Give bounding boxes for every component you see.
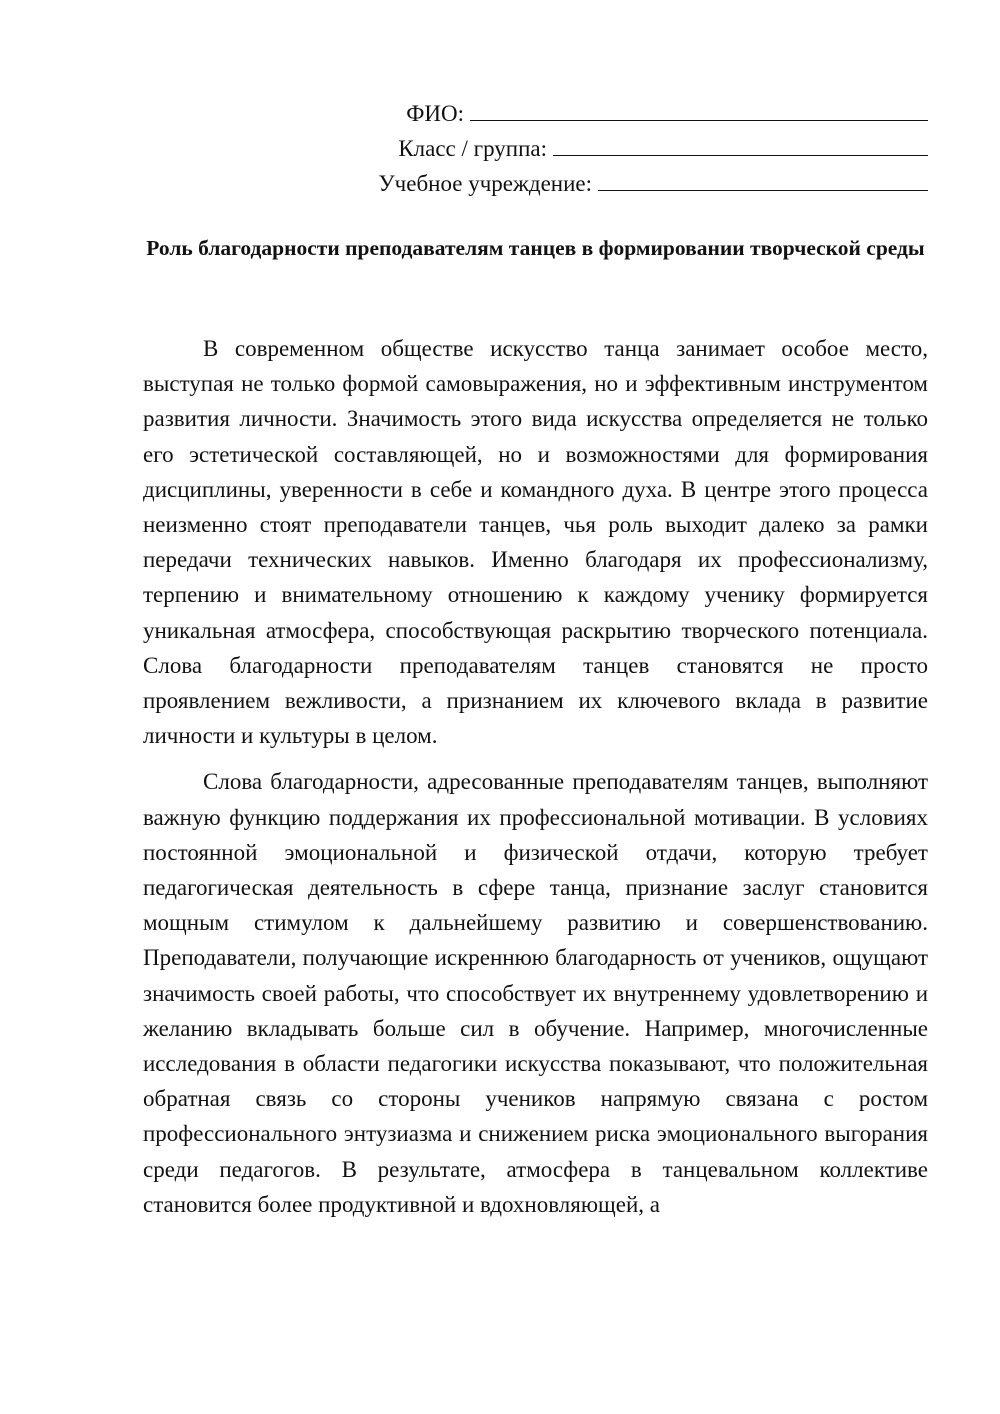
paragraph-1: В современном обществе искусство танца занимает особое место, выступая не только формой самовыражения, но и эффективным инструментом развития личности. Значимость этого вида искусства определяется не только его эстетической составляющей, но и возможностями для формирования дисциплины, уверенности в себе и командного духа. В центре этого процесса неизменно стоят преподаватели танцев, чья роль выходит далеко за рамки передачи технических навыков. Именно благодаря их профессионализму, терпению и внимательному отношению к каждому ученику формируется уникальная атмосфера, способствующая раскрытию творческого потенциала. Слова благодарности преподавателям танцев становятся не просто проявлением вежливости, а признанием их ключевого вклада в развитие личности и культуры в целом.: [143, 336, 928, 749]
fio-field-row: [330, 94, 928, 129]
fio-label: ФИО:: [406, 101, 464, 126]
student-info-fields: [330, 94, 928, 199]
class-label: Класс / группа:: [398, 136, 547, 161]
school-label: Учебное учреждение:: [378, 171, 592, 196]
document-title: Роль благодарности преподавателям танцев в формировании творческой среды: [146, 236, 925, 260]
fio-blank-line[interactable]: [470, 94, 928, 121]
school-blank-line[interactable]: [598, 164, 928, 191]
document-body: [143, 331, 928, 1222]
school-field-row: [330, 164, 928, 199]
class-field-row: [330, 129, 928, 164]
class-blank-line[interactable]: [553, 129, 928, 156]
paragraph-2: Слова благодарности, адресованные преподавателям танцев, выполняют важную функцию поддержания их профессиональной мотивации. В условиях постоянной эмоциональной и физической отдачи, которую требует педагогическая деятельность в сфере танца, признание заслуг становится мощным стимулом к дальнейшему развитию и совершенствованию. Преподаватели, получающие искреннюю благодарность от учеников, ощущают значимость своей работы, что способствует их внутреннему удовлетворению и желанию вкладывать больше сил в обучение. Например, многочисленные исследования в области педагогики искусства показывают, что положительная обратная связь со стороны учеников напрямую связана с ростом профессионального энтузиазма и снижением риска эмоционального выгорания среди педагогов. В результате, атмосфера в танцевальном коллективе становится более продуктивной и вдохновляющей, а: [143, 769, 928, 1217]
